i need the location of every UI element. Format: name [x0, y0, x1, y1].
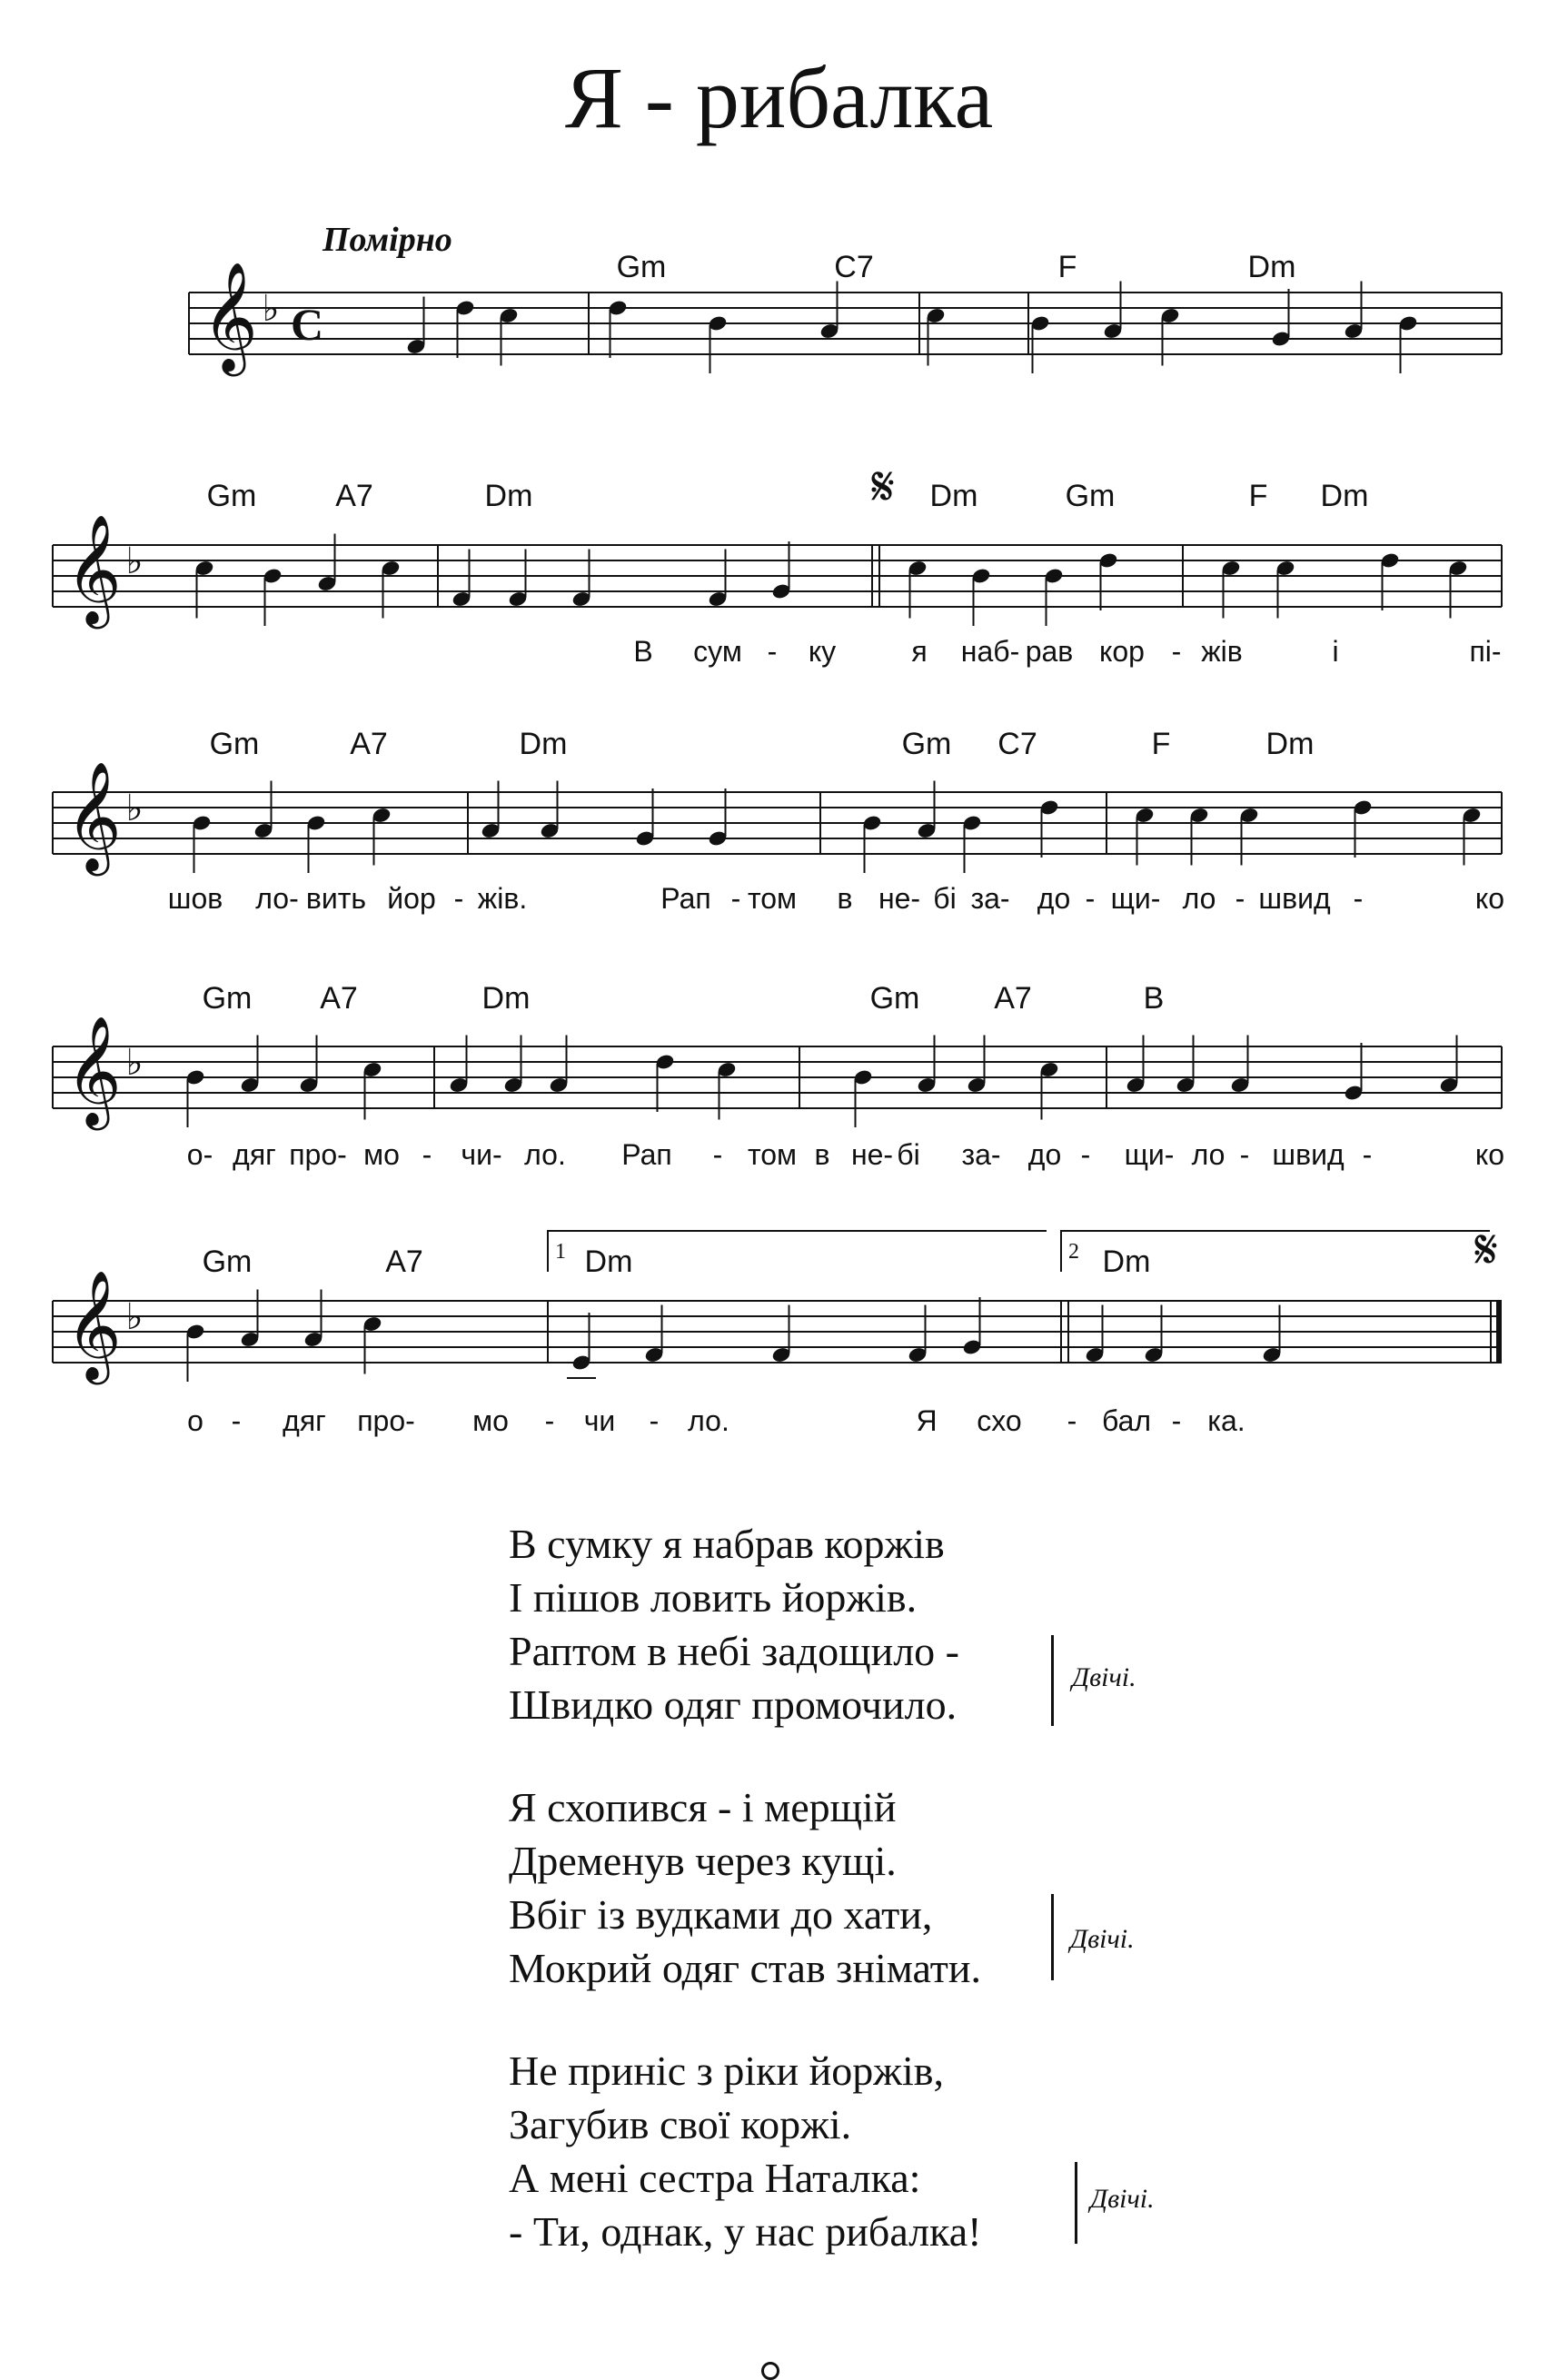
chord-symbol: A7 — [350, 727, 388, 761]
lyric-syllable: шов — [167, 882, 223, 915]
stanza-line: - Ти, однак, у нас рибалка! — [509, 2208, 982, 2255]
lyric-syllable: за- — [970, 882, 1010, 915]
song-title: Я - рибалка — [564, 49, 994, 146]
lyric-syllable: бі — [933, 882, 957, 915]
lyric-syllable: - — [1067, 1404, 1077, 1437]
volta-number: 2 — [1068, 1240, 1079, 1264]
lyric-syllable: - — [453, 882, 464, 915]
lyric-syllable: дяг — [283, 1404, 326, 1437]
stanza-line: В сумку я набрав коржів — [509, 1521, 945, 1567]
stanza-line: А мені сестра Наталка: — [509, 2155, 921, 2201]
stanza-line: І пішов ловить йоржів. — [509, 1574, 918, 1621]
stanza-line: Мокрий одяг став знімати. — [509, 1945, 981, 1991]
chord-symbol: Gm — [206, 479, 257, 513]
time-signature: C — [290, 299, 324, 350]
repeat-bracket — [1075, 2162, 1077, 2244]
lyric-syllable: наб- — [960, 635, 1020, 668]
lyric-syllable: швид — [1258, 882, 1331, 915]
repeat-label: Двічі. — [1072, 1662, 1136, 1692]
lyric-syllable: за- — [961, 1138, 1001, 1171]
lyric-syllable: бал — [1101, 1404, 1152, 1437]
chord-symbol: Gm — [202, 1245, 253, 1279]
lyric-syllable: - — [1353, 882, 1364, 915]
lyric-syllable: швид — [1272, 1138, 1345, 1171]
lyric-syllable: ло- — [255, 882, 299, 915]
lyric-syllable: том — [747, 1138, 798, 1171]
chord-symbol: A7 — [385, 1245, 423, 1279]
treble-clef-icon: 𝄞 — [65, 760, 122, 871]
lyric-syllable: в — [837, 882, 853, 915]
lyric-syllable: щи- — [1124, 1138, 1175, 1171]
lyric-syllable: ка. — [1207, 1404, 1245, 1437]
chord-symbol: C7 — [997, 727, 1037, 761]
chord-symbol: Dm — [481, 981, 531, 1016]
lyric-syllable: - — [730, 882, 741, 915]
segno-icon: 𝄋 — [871, 455, 895, 519]
lyric-syllable: кор — [1099, 635, 1145, 668]
lyric-syllable: В — [633, 635, 653, 668]
lyric-syllable: жів — [1201, 635, 1243, 668]
segno-icon: 𝄋 — [1474, 1218, 1498, 1282]
chord-symbol: Dm — [519, 727, 568, 761]
lyric-syllable: - — [1085, 882, 1096, 915]
lyric-syllable: не- — [878, 882, 921, 915]
lyric-syllable: дяг — [233, 1138, 276, 1171]
stanza-3 — [509, 2044, 982, 2258]
lyric-syllable: о- — [186, 1138, 213, 1171]
stanza-line: Дременув через кущі. — [509, 1838, 897, 1884]
chord-symbol: Gm — [209, 727, 260, 761]
lyric-syllable: про- — [357, 1404, 415, 1437]
lyric-syllable: ко — [1474, 882, 1505, 915]
lyric-syllable: бі — [897, 1138, 920, 1171]
key-signature-flat: ♭ — [262, 288, 280, 330]
lyric-syllable: чи- — [461, 1138, 502, 1171]
lyric-syllable: до — [1027, 1138, 1062, 1171]
chord-symbol: Gm — [901, 727, 952, 761]
lyric-syllable: щи- — [1110, 882, 1161, 915]
chord-symbol: A7 — [335, 479, 373, 513]
lyric-syllable: том — [747, 882, 798, 915]
stanza-line: Вбіг із вудками до хати, — [509, 1891, 933, 1938]
chord-symbol: Gm — [616, 250, 667, 284]
chord-symbol: Gm — [202, 981, 253, 1016]
stanza-1 — [509, 1517, 959, 1731]
lyric-syllable: - — [1171, 635, 1182, 668]
chord-symbol: F — [1248, 479, 1268, 513]
repeat-label: Двічі. — [1070, 1924, 1135, 1954]
chord-symbol: F — [1151, 727, 1171, 761]
lyric-syllable: про- — [289, 1138, 347, 1171]
lyric-syllable: я — [911, 635, 928, 668]
lyric-syllable: схо — [977, 1404, 1022, 1437]
chord-symbol: A7 — [994, 981, 1032, 1016]
chord-symbol: Dm — [1320, 479, 1369, 513]
chord-symbol: Dm — [1102, 1245, 1151, 1279]
lyric-syllable: мо — [472, 1404, 509, 1437]
treble-clef-icon: 𝄞 — [65, 513, 122, 624]
lyric-syllable: - — [544, 1404, 555, 1437]
key-signature-flat: ♭ — [125, 1042, 144, 1084]
final-bar-line — [1496, 1301, 1502, 1363]
lyric-syllable: і — [1332, 635, 1339, 668]
lyric-syllable: вить — [305, 882, 367, 915]
lyric-syllable: до — [1037, 882, 1071, 915]
lyric-syllable: ку — [808, 635, 837, 668]
repeat-bracket — [1051, 1894, 1054, 1980]
chord-symbol: Dm — [929, 479, 978, 513]
treble-clef-icon: 𝄞 — [65, 1269, 122, 1380]
chord-symbol: Gm — [1065, 479, 1116, 513]
tempo-marking: Помірно — [323, 221, 452, 259]
treble-clef-icon: 𝄞 — [202, 261, 258, 372]
repeat-bracket — [1051, 1635, 1054, 1726]
treble-clef-icon: 𝄞 — [65, 1015, 122, 1126]
lyric-syllable: - — [1171, 1404, 1182, 1437]
lyric-syllable: - — [1235, 882, 1245, 915]
volta-number: 1 — [555, 1240, 566, 1264]
lyric-syllable: Рап — [621, 1138, 672, 1171]
chord-symbol: Dm — [1247, 250, 1296, 284]
chord-symbol: B — [1143, 981, 1165, 1016]
lyric-syllable: - — [231, 1404, 242, 1437]
stanza-line: Не приніс з ріки йоржів, — [509, 2048, 945, 2094]
key-signature-flat: ♭ — [125, 788, 144, 829]
lyric-syllable: йор — [387, 882, 436, 915]
chord-symbol: Gm — [869, 981, 920, 1016]
stanza-line: Швидко одяг промочило. — [509, 1681, 958, 1728]
lyric-syllable: не- — [850, 1138, 894, 1171]
lyric-syllable: ко — [1474, 1138, 1505, 1171]
chord-symbol: F — [1057, 250, 1077, 284]
lyric-syllable: о — [187, 1404, 203, 1437]
lyric-syllable: - — [1239, 1138, 1250, 1171]
lyric-syllable: - — [422, 1138, 432, 1171]
page-number-mark — [761, 2362, 779, 2380]
lyric-syllable: пі- — [1469, 635, 1502, 668]
chord-symbol: Dm — [484, 479, 533, 513]
stanza-line: Раптом в небі задощило - — [509, 1628, 959, 1674]
lyric-syllable: мо — [363, 1138, 400, 1171]
lyric-syllable: ло — [1191, 1138, 1226, 1171]
lyric-syllable: - — [767, 635, 778, 668]
lyric-syllable: в — [814, 1138, 830, 1171]
lyric-syllable: - — [1080, 1138, 1091, 1171]
lyric-syllable: рав — [1025, 635, 1074, 668]
repeat-label: Двічі. — [1090, 2184, 1155, 2214]
lyric-syllable: сум — [693, 635, 742, 668]
lyric-syllable: - — [649, 1404, 660, 1437]
lyric-syllable: Я — [916, 1404, 938, 1437]
key-signature-flat: ♭ — [125, 1296, 144, 1338]
lyric-syllable: ло — [1182, 882, 1216, 915]
stanza-2 — [509, 1780, 981, 1995]
lyric-syllable: жів. — [477, 882, 528, 915]
chord-symbol: A7 — [320, 981, 358, 1016]
chord-symbol: C7 — [834, 250, 874, 284]
lyric-syllable: ло. — [688, 1404, 729, 1437]
lyric-syllable: Рап — [660, 882, 711, 915]
lyric-syllable: чи — [583, 1404, 616, 1437]
chord-symbol: Dm — [1265, 727, 1315, 761]
key-signature-flat: ♭ — [125, 540, 144, 582]
chord-symbol: Dm — [584, 1245, 633, 1279]
stanza-line: Я схопився - і мерщій — [509, 1784, 897, 1830]
lyric-syllable: - — [712, 1138, 723, 1171]
lyric-syllable: ло. — [524, 1138, 566, 1171]
lyric-syllable: - — [1362, 1138, 1373, 1171]
stanza-line: Загубив свої коржі. — [509, 2101, 852, 2147]
